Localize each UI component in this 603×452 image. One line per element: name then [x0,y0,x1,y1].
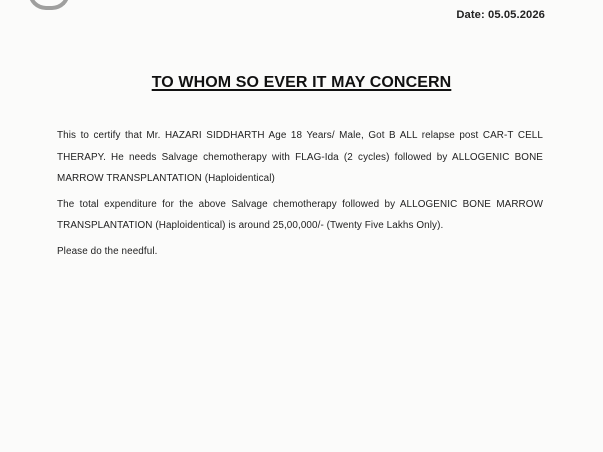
letterhead-logo-fragment [28,0,70,10]
document-body [57,125,543,262]
certification-paragraph: This to certify that Mr. HAZARI SIDDHARTH Age 18 Years/ Male, Got B ALL relapse post CAR-T CELL THERAPY. He needs Salvage chemotherapy with FLAG-Ida (2 cycles) followed by ALLOGENIC BONE MARROW TRANSPLANTATION (Haploidentical) [57,130,543,184]
document-date: Date: 05.05.2026 [456,9,545,21]
document-heading: TO WHOM SO EVER IT MAY CONCERN [151,74,452,91]
expenditure-paragraph: The total expenditure for the above Salvage chemotherapy followed by ALLOGENIC BONE MARROW TRANSPLANTATION (Haploidentical) is around 25,00,000/- (Twenty Five Lakhs Only). [57,198,543,231]
closing-line: Please do the needful. [57,245,158,257]
